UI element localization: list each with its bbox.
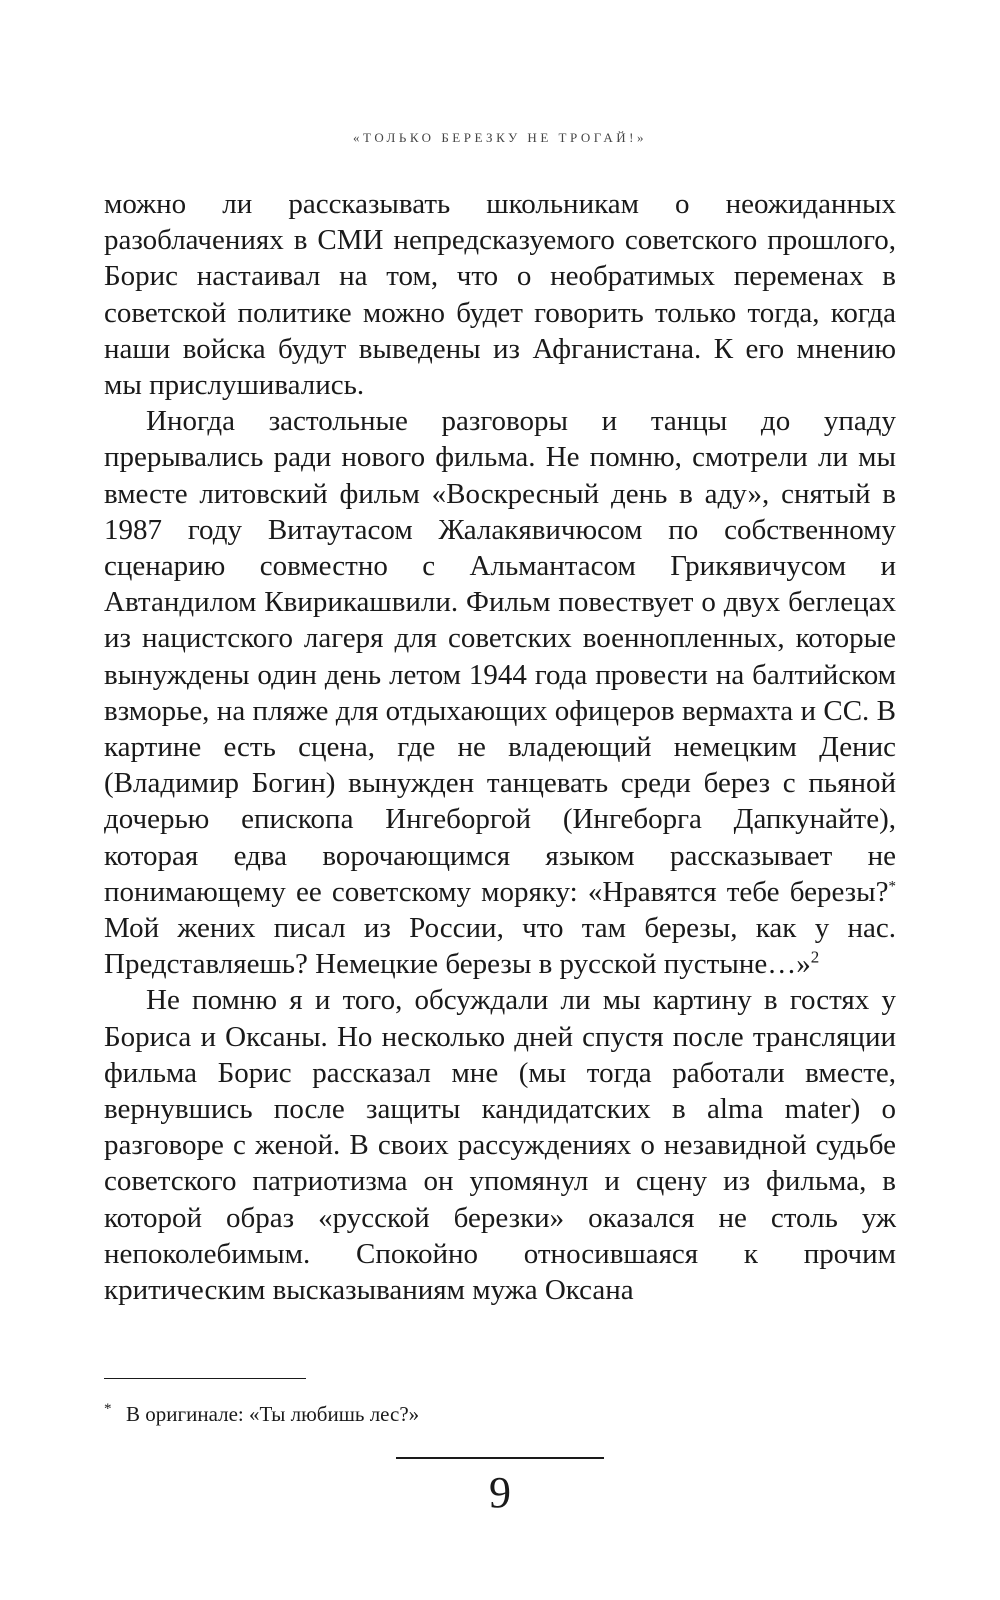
footnote-text: В оригинале: «Ты любишь лес?» <box>126 1402 420 1426</box>
page-number-rule <box>396 1457 604 1459</box>
paragraph-3: Не помню я и того, обсуждали ли мы картину в гостях у Бориса и Оксаны. Но несколько дней спустя после трансляции фильма Борис рассказал мне (мы тогда работали вместе, вернувшись после защиты кандидатских в alma mater) о разговоре с женой. В своих рассуждениях о незавидной судьбе советского патриотизма он упомянул и сцену из фильма, в которой образ «русской березки» оказался не столь уж непоколебимым. Спокойно относившаяся к прочим критическим высказываниям мужа Оксана <box>104 984 896 1307</box>
footnote-star-ref[interactable]: * <box>888 878 896 895</box>
paragraph-2-part-b: Мой жених писал из России, что там березы, как у нас. Представляешь? Немецкие березы в русской пустыне…» <box>104 912 896 981</box>
footnote: * В оригинале: «Ты любишь лес?» <box>104 1401 420 1426</box>
page-number: 9 <box>489 1468 511 1517</box>
paragraph-1: можно ли рассказывать школьникам о неожиданных разоблачениях в СМИ непредсказуемого советского прошлого, Борис настаивал на том, что о необратимых переменах в советской политике можно будет говорить только тогда, когда наши войска будут выведены из Афганистана. К его мнению мы прислушивались. <box>104 188 896 402</box>
main-text <box>104 186 896 1308</box>
paragraph-2-part-a: Иногда застольные разговоры и танцы до упаду прерывались ради нового фильма. Не помню, смотрели ли мы вместе литовский фильм «Воскресный день в аду», снятый в 1987 году Витаутасом Жалакявичюсом по собственному сценарию совместно с Альмантасом Грикявичусом и Автандилом Квирикашвили. Фильм повествует о двух беглецах из нацистского лагеря для советских военнопленных, которые вынуждены один день летом 1944 года провести на балтийском взморье, на пляже для отдыхающих офицеров вермахта и СС. В картине есть сцена, где не владеющий немецким Денис (Владимир Богин) вынужден танцевать среди берез с пьяной дочерью епископа Ингеборгой (Ингеборга Дапкунайте), которая едва ворочающимся языком рассказывает не понимающему ее советскому моряку: «Нравятся тебе березы? <box>104 405 896 908</box>
endnote-ref[interactable]: 2 <box>810 947 820 967</box>
running-head: «ТОЛЬКО БЕРЕЗКУ НЕ ТРОГАЙ!» <box>353 130 647 145</box>
paragraph-2 <box>104 403 896 982</box>
footnote-divider <box>104 1378 306 1379</box>
